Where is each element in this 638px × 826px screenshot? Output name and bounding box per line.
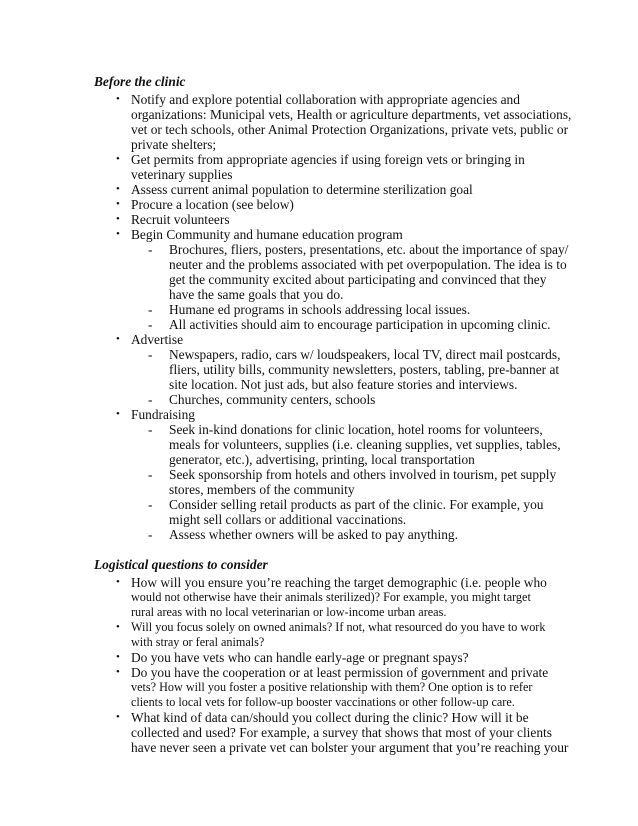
sub-item-line: Seek sponsorship from hotels and others involved in tourism, pet supply xyxy=(169,467,557,482)
sub-item-line: site location. Not just ads, but also feature stories and interviews. xyxy=(169,377,518,392)
sub-item-line: meals for volunteers, supplies (i.e. cleaning supplies, vet supplies, tables, xyxy=(169,437,561,452)
sub-item-line: Assess whether owners will be asked to pay anything. xyxy=(169,527,458,542)
sub-item-line: generator, etc.), advertising, printing, local transportation xyxy=(169,452,475,467)
dash-icon: - xyxy=(148,392,153,407)
sub-item-line: have the same goals that you do. xyxy=(169,287,344,302)
list-item-line: Begin Community and humane education program xyxy=(131,227,403,242)
sub-item-line: might sell collars or additional vaccinations. xyxy=(169,512,407,527)
sub-item-line: get the community excited about participating and convinced that they xyxy=(169,272,547,287)
bullet-icon: • xyxy=(116,621,120,633)
list-item-line: Assess current animal population to determine sterilization goal xyxy=(131,182,473,197)
bullet-icon: • xyxy=(116,666,120,678)
dash-icon: - xyxy=(148,467,153,482)
sub-item-line: All activities should aim to encourage participation in upcoming clinic. xyxy=(169,317,551,332)
sub-item-line: Brochures, fliers, posters, presentations, etc. about the importance of spay/ xyxy=(169,242,569,257)
list-item-line: Do you have vets who can handle early-age or pregnant spays? xyxy=(131,650,469,665)
list-item-line: with stray or feral animals? xyxy=(131,635,265,649)
list-item-line: Procure a location (see below) xyxy=(131,197,294,212)
list-item-line: Recruit volunteers xyxy=(131,212,230,227)
dash-icon: - xyxy=(148,347,153,362)
sub-item-line: neuter and the problems associated with pet overpopulation. The idea is to xyxy=(169,257,567,272)
sub-item-line: Consider selling retail products as part of the clinic. For example, you xyxy=(169,497,544,512)
dash-icon: - xyxy=(148,302,153,317)
sub-item-line: stores, members of the community xyxy=(169,482,355,497)
sub-item-line: Seek in-kind donations for clinic location, hotel rooms for volunteers, xyxy=(169,422,543,437)
bullet-icon: • xyxy=(116,153,120,165)
list-item-line: What kind of data can/should you collect during the clinic? How will it be xyxy=(131,710,529,725)
list-item-line: rural areas with no local veterinarian or low-income urban areas. xyxy=(131,605,447,619)
bullet-icon: • xyxy=(116,651,120,663)
sub-item-line: Churches, community centers, schools xyxy=(169,392,376,407)
dash-icon: - xyxy=(148,527,153,542)
list-item-line: would not otherwise have their animals sterilized)? For example, you might target xyxy=(131,590,531,604)
sub-item-line: fliers, utility bills, community newsletters, posters, tabling, pre-banner at xyxy=(169,362,560,377)
list-item-line: Fundraising xyxy=(131,407,195,422)
bullet-icon: • xyxy=(116,93,120,105)
bullet-icon: • xyxy=(116,333,120,345)
list-item-line: organizations: Municipal vets, Health or agriculture departments, vet associations, xyxy=(131,107,572,122)
list-item-line: Do you have the cooperation or at least permission of government and private xyxy=(131,665,549,680)
dash-icon: - xyxy=(148,497,153,512)
list-item-line: veterinary supplies xyxy=(131,167,233,182)
sub-item-line: Humane ed programs in schools addressing local issues. xyxy=(169,302,471,317)
list-item-line: How will you ensure you’re reaching the target demographic (i.e. people who xyxy=(131,575,547,590)
list-item-line: Get permits from appropriate agencies if using foreign vets or bringing in xyxy=(131,152,525,167)
bullet-icon: • xyxy=(116,228,120,240)
dash-icon: - xyxy=(148,422,153,437)
dash-icon: - xyxy=(148,242,153,257)
list-item-line: Will you focus solely on owned animals? If not, what resourced do you have to work xyxy=(131,620,546,634)
list-item-line: vet or tech schools, other Animal Protection Organizations, private vets, public or xyxy=(131,122,569,137)
section-heading-before-clinic: Before the clinic xyxy=(94,74,186,89)
list-item-line: collected and used? For example, a survey that shows that most of your clients xyxy=(131,725,552,740)
list-item-line: have never seen a private vet can bolster your argument that you’re reaching your xyxy=(131,740,569,755)
list-item-line: vets? How will you foster a positive relationship with them? One option is to refer xyxy=(131,680,533,694)
bullet-icon: • xyxy=(116,198,120,210)
dash-icon: - xyxy=(148,317,153,332)
bullet-icon: • xyxy=(116,183,120,195)
bullet-icon: • xyxy=(116,213,120,225)
bullet-icon: • xyxy=(116,576,120,588)
sub-item-line: Newspapers, radio, cars w/ loudspeakers, local TV, direct mail postcards, xyxy=(169,347,561,362)
list-item-line: clients to local vets for follow-up booster vaccinations or other follow-up care. xyxy=(131,695,515,709)
list-item-line: Notify and explore potential collaboration with appropriate agencies and xyxy=(131,92,520,107)
bullet-icon: • xyxy=(116,711,120,723)
list-item-line: private shelters; xyxy=(131,137,217,152)
list-item-line: Advertise xyxy=(131,332,184,347)
section-heading-logistical-questions: Logistical questions to consider xyxy=(94,557,268,572)
bullet-icon: • xyxy=(116,408,120,420)
